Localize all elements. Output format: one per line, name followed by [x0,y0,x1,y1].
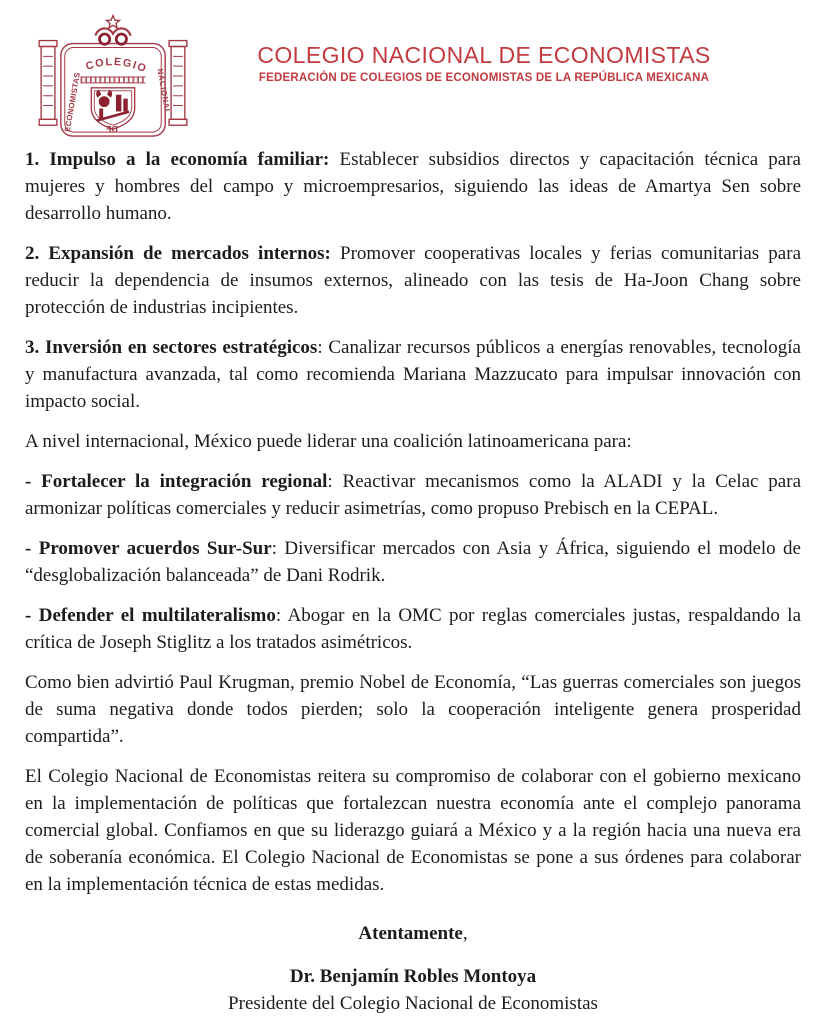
numbered-point-2-lead: 2. Expansión de mercados internos: [25,243,331,264]
logo-container [34,14,192,145]
dash-point-3-lead: - Defender el multilateralismo [25,605,276,626]
numbered-point-2 [25,240,801,321]
krugman-quote-paragraph: Como bien advirtió Paul Krugman, premio Nobel de Economía, “Las guerras comerciales son juegos de suma negativa donde todos pierden; solo la cooperación inteligente genera prosperidad compartida”. [25,672,801,747]
signature-closing-word: Atentamente [358,923,463,944]
numbered-point-3 [25,334,801,415]
numbered-point-1-lead: 1. Impulso a la economía familiar: [25,149,330,170]
dash-point-3 [25,602,801,656]
economists-crest-icon [34,14,192,140]
dash-point-2 [25,535,801,589]
letterhead [0,0,826,136]
logo-text-right: NACIONAL [155,67,173,115]
logo-text-top: COLEGIO [84,56,150,76]
signature-closing [25,920,801,947]
international-intro: A nivel internacional, México puede liderar una coalición latinoamericana para: [25,431,632,452]
organization-title: COLEGIO NACIONAL DE ECONOMISTAS [257,42,711,68]
dash-point-2-lead: - Promover acuerdos Sur-Sur [25,538,272,559]
numbered-point-3-lead: 3. Inversión en sectores estratégicos [25,337,318,358]
signer-name: Dr. Benjamín Robles Montoya [289,966,537,987]
star-icon [107,15,120,28]
numbered-point-3-text: : Canalizar recursos públicos a energías renovables, tecnología y manufactura avanzada, tal como recomienda Mariana Mazzucato para impulsar innovación con impacto social. [25,337,801,412]
signer-role: Presidente del Colegio Nacional de Economistas [228,993,598,1014]
logo-text-left: ECONOMISTAS [62,71,83,133]
letter-body [0,136,826,1017]
closing-paragraph: El Colegio Nacional de Economistas reitera su compromiso de colaborar con el gobierno mexicano en la implementación de políticas que fortalezcan nuestra economía ante el complejo panorama comercial global. Confiamos en que su liderazgo guiará a México y a la región hacia una nueva era de soberanía económica. El Colegio Nacional de Economistas se pone a sus órdenes para colaborar en la implementación técnica de estas medidas. [25,766,801,895]
numbered-point-1 [25,146,801,227]
dash-point-1-lead: - Fortalecer la integración regional [25,471,328,492]
dash-point-1 [25,468,801,522]
logo-text-bottom: DE [105,124,118,135]
organization-subtitle: FEDERACIÓN DE COLEGIOS DE ECONOMISTAS DE LA REPÚBLICA MEXICANA [258,72,710,85]
signature-block [25,920,801,1017]
dash-point-1-text: : Reactivar mecanismos como la ALADI y la Celac para armonizar políticas comerciales y reducir asimetrías, como propuso Prebisch en la CEPAL. [25,471,801,519]
numbered-point-1-text: Establecer subsidios directos y capacitación técnica para mujeres y hombres del campo y microempresarios, siguiendo las ideas de Amartya Sen sobre desarrollo humano. [25,149,801,224]
signature-closing-comma: , [462,923,468,944]
dash-point-2-text: : Diversificar mercados con Asia y África, siguiendo el modelo de “desglobalización balanceada” de Dani Rodrik. [25,538,801,586]
letterhead-text [192,14,804,86]
left-column-icon [39,41,57,126]
owl-icon [95,28,130,44]
numbered-point-2-text: Promover cooperativas locales y ferias comunitarias para reducir la dependencia de insumos externos, alineado con las tesis de Ha-Joon Chang sobre protección de industrias incipientes. [25,243,802,318]
dash-point-3-text: : Abogar en la OMC por reglas comerciales justas, respaldando la crítica de Joseph Stiglitz a los tratados asimétricos. [25,605,801,653]
